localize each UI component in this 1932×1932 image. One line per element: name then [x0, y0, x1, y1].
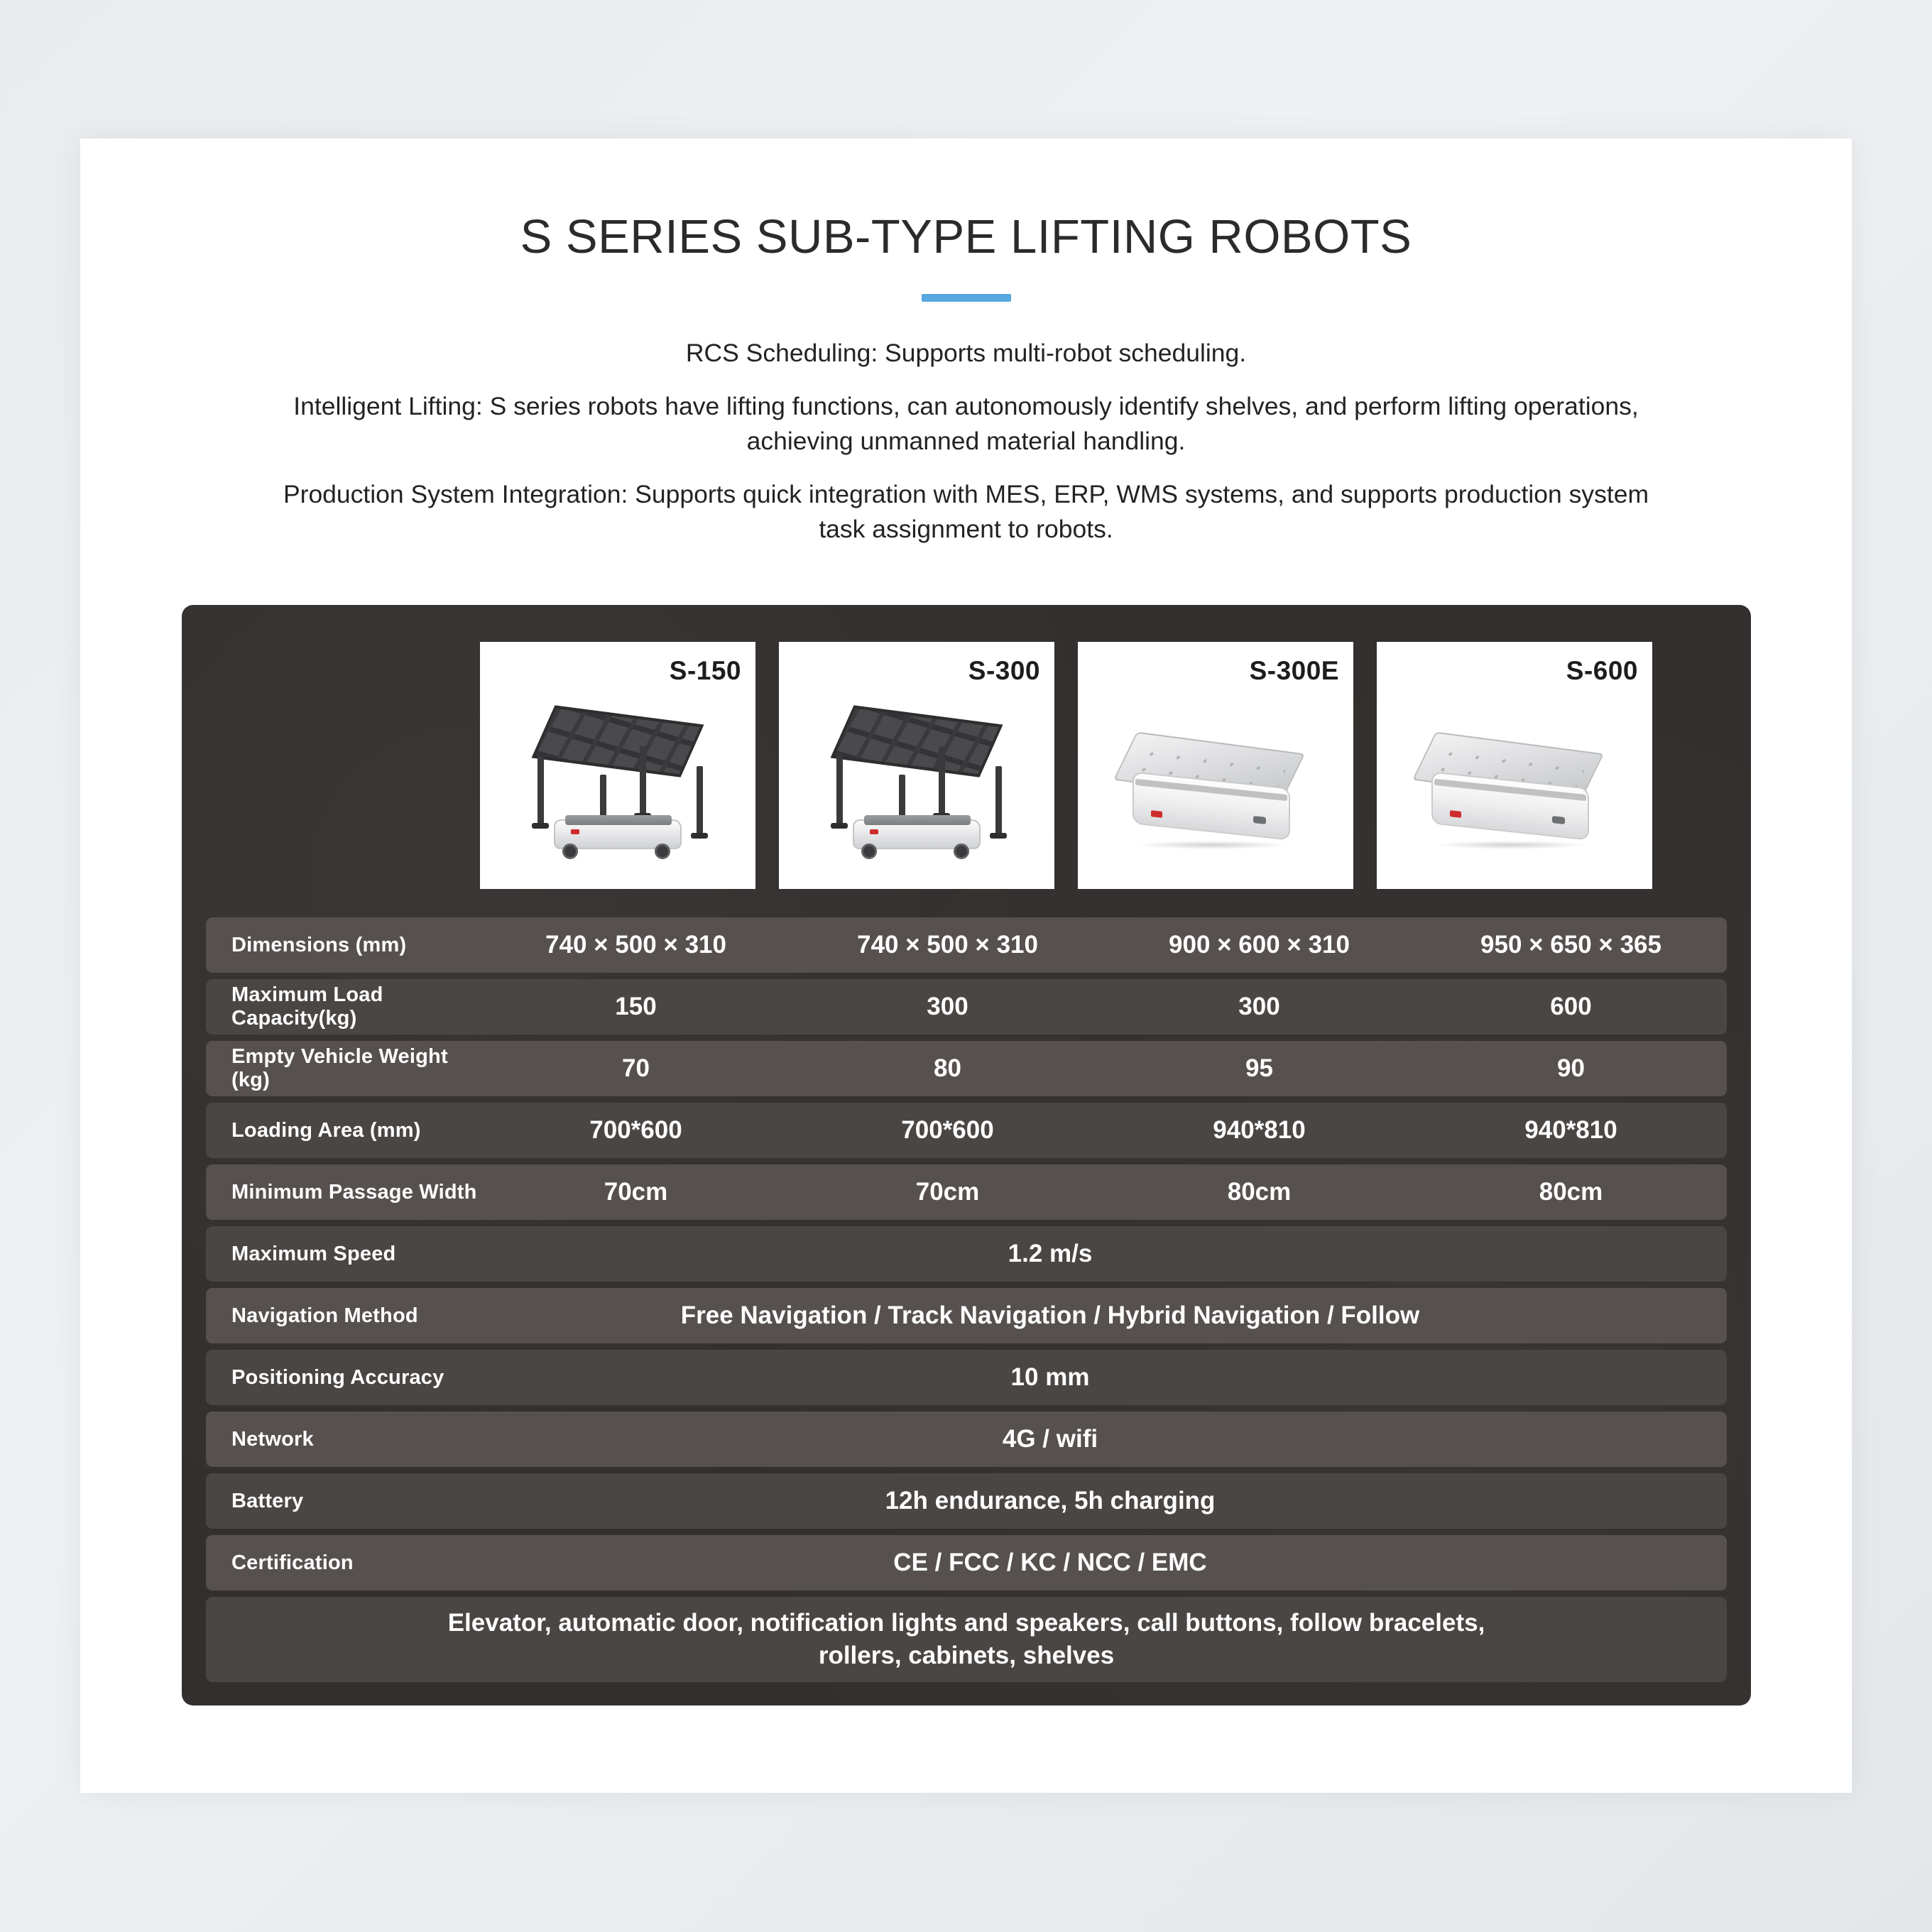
product-name: S-600	[1566, 656, 1638, 685]
spec-value: 740 × 500 × 310	[545, 931, 726, 959]
spec-label: Network	[231, 1427, 314, 1451]
shelf-top	[831, 705, 1003, 777]
table-row	[206, 979, 1727, 1035]
table-row	[206, 1350, 1727, 1405]
spec-value: 940*810	[1213, 1116, 1306, 1144]
spec-value: 80cm	[1227, 1178, 1292, 1206]
spec-value: 1.2 m/s	[1008, 1240, 1093, 1267]
intro-text	[271, 336, 1662, 547]
accessories-note: Elevator, automatic door, notification lights and speakers, call buttons, follow bracelets, rollers, cabinets, shelves	[447, 1609, 1485, 1669]
product-name: S-300E	[1249, 656, 1339, 685]
shelf-leg	[640, 746, 646, 814]
table-row	[206, 917, 1727, 973]
shelf-leg	[697, 766, 703, 834]
robot-sensor	[1253, 816, 1266, 824]
spec-label: Loading Area (mm)	[231, 1118, 421, 1142]
lifting-robot-icon	[1413, 743, 1616, 846]
robot-illustration-plate	[1377, 711, 1652, 863]
spec-value: CE / FCC / KC / NCC / EMC	[893, 1549, 1207, 1576]
robot-shadow	[1135, 841, 1289, 849]
shelf-foot	[990, 833, 1007, 839]
shelf-leg	[995, 766, 1002, 834]
lifting-robot-icon	[1114, 743, 1317, 846]
spec-value: 70cm	[915, 1178, 980, 1206]
robot-indicator-light	[1450, 810, 1461, 818]
shelf-top	[532, 705, 704, 777]
spec-value: 70cm	[604, 1178, 668, 1206]
spec-label: Dimensions (mm)	[231, 933, 407, 956]
product-name: S-150	[669, 656, 741, 685]
page-title: S SERIES SUB-TYPE LIFTING ROBOTS	[520, 210, 1412, 263]
shelf-leg	[537, 756, 544, 824]
shelf-leg	[836, 756, 843, 824]
table-row	[206, 1473, 1727, 1529]
robot-illustration-plate	[1078, 711, 1353, 863]
agv-deck	[864, 815, 971, 825]
shelf-foot	[532, 823, 549, 829]
spec-values	[480, 1116, 1727, 1145]
spec-value: 4G / wifi	[1002, 1425, 1098, 1453]
page-header	[80, 138, 1852, 547]
spec-values	[480, 1178, 1727, 1206]
spec-values	[480, 931, 1727, 959]
agv-icon	[853, 815, 981, 859]
spec-value: 940*810	[1524, 1116, 1617, 1144]
agv-deck	[565, 815, 672, 825]
intro-line-2: Intelligent Lifting: S series robots have lifting functions, can autonomously identify shelves, and perform lifting operations, achieving unmanned material handling.	[293, 392, 1639, 455]
product-sheet	[80, 138, 1852, 1793]
spec-label: Minimum Passage Width	[231, 1180, 477, 1204]
agv-wheel	[562, 844, 578, 859]
robot-sensor	[1552, 816, 1565, 824]
product-card[interactable]	[1078, 642, 1353, 889]
spec-label: Positioning Accuracy	[231, 1365, 444, 1389]
spec-value: 300	[927, 993, 968, 1020]
shelf-leg	[939, 746, 945, 814]
product-card[interactable]	[779, 642, 1054, 889]
spec-label: Certification	[231, 1551, 354, 1574]
spec-value: 95	[1245, 1054, 1273, 1082]
spec-values	[480, 993, 1727, 1021]
spec-label: Maximum Load Capacity(kg)	[231, 983, 383, 1030]
spec-value: 900 × 600 × 310	[1169, 931, 1350, 959]
shelf-foot	[691, 833, 708, 839]
agv-wheel	[655, 844, 670, 859]
agv-indicator-light	[870, 829, 878, 834]
spec-value: 300	[1238, 993, 1280, 1020]
spec-value: 740 × 500 × 310	[857, 931, 1038, 959]
robot-illustration-shelf	[480, 711, 755, 863]
product-card-list	[480, 642, 1652, 889]
shelf-foot	[831, 823, 848, 829]
robot-indicator-light	[1151, 810, 1162, 818]
spec-value: 80	[934, 1054, 961, 1082]
spec-value: 700*600	[589, 1116, 682, 1144]
table-row	[206, 1164, 1727, 1220]
spec-values	[480, 1054, 1727, 1083]
spec-value: 90	[1557, 1054, 1585, 1082]
agv-wheel	[954, 844, 969, 859]
spec-value: 10 mm	[1010, 1363, 1090, 1391]
spec-value: 70	[622, 1054, 650, 1082]
spec-value: 700*600	[901, 1116, 994, 1144]
spec-label: Navigation Method	[231, 1304, 418, 1327]
title-underline	[922, 294, 1011, 302]
product-card[interactable]	[1377, 642, 1652, 889]
spec-value: 80cm	[1539, 1178, 1603, 1206]
table-row	[206, 1288, 1727, 1343]
spec-value: 12h endurance, 5h charging	[885, 1487, 1216, 1515]
agv-wheel	[861, 844, 877, 859]
table-row	[206, 1535, 1727, 1590]
table-row	[206, 1226, 1727, 1282]
spec-value: 150	[615, 993, 657, 1020]
spec-label: Empty Vehicle Weight (kg)	[231, 1045, 448, 1091]
spec-table	[206, 917, 1727, 1688]
spec-label: Maximum Speed	[231, 1242, 396, 1265]
agv-icon	[554, 815, 682, 859]
robot-illustration-shelf	[779, 711, 1054, 863]
spec-value: 950 × 650 × 365	[1480, 931, 1661, 959]
spec-panel	[182, 605, 1751, 1705]
product-name: S-300	[968, 656, 1040, 685]
spec-value: Free Navigation / Track Navigation / Hybrid Navigation / Follow	[680, 1301, 1420, 1329]
agv-indicator-light	[571, 829, 579, 834]
product-card[interactable]	[480, 642, 755, 889]
spec-value: 600	[1550, 993, 1592, 1020]
spec-label: Battery	[231, 1489, 304, 1512]
table-row	[206, 1412, 1727, 1467]
table-row	[206, 1103, 1727, 1158]
robot-shadow	[1434, 841, 1588, 849]
intro-line-3: Production System Integration: Supports quick integration with MES, ERP, WMS systems, and supports production system task assignment to robots.	[283, 480, 1649, 543]
table-row-footer	[206, 1597, 1727, 1682]
intro-line-1: RCS Scheduling: Supports multi-robot scheduling.	[685, 339, 1247, 367]
table-row	[206, 1041, 1727, 1096]
